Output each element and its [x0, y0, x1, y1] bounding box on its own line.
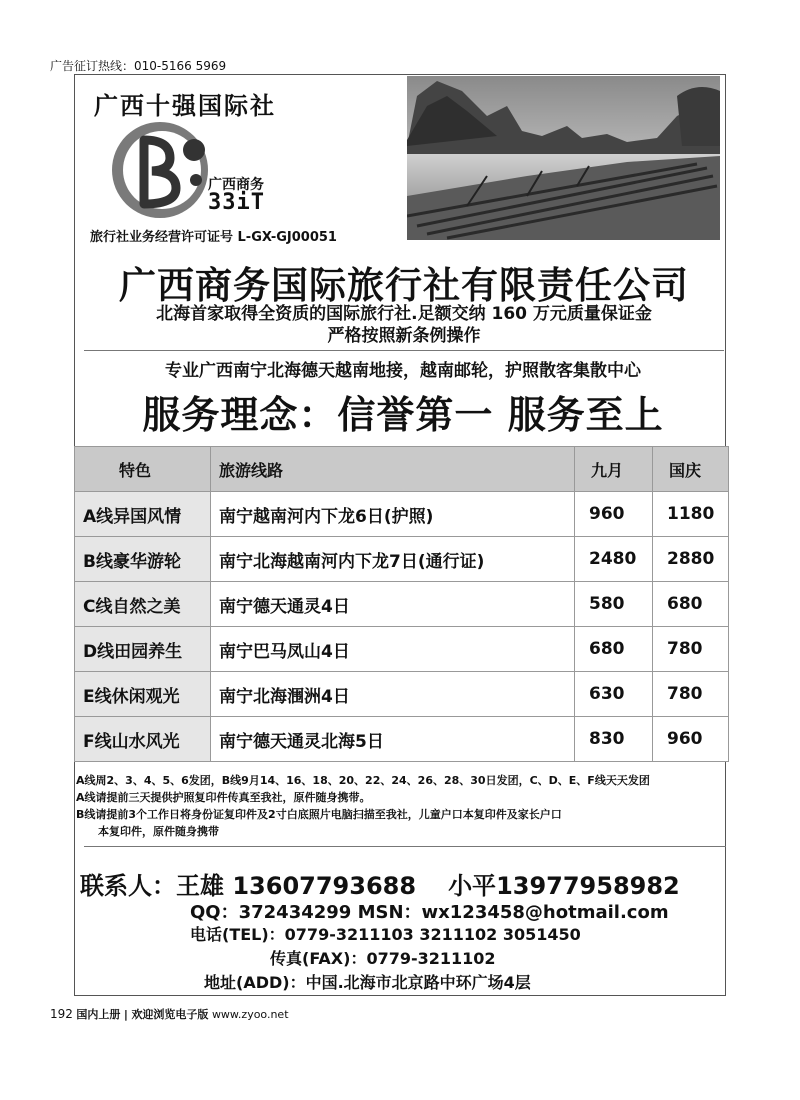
ad-hotline: 广告征订热线：010-5166 5969 — [50, 59, 227, 73]
contact-address: 地址(ADD)：中国.北海市北京路中环广场4层 — [204, 973, 531, 992]
river-rafts-image — [407, 76, 720, 240]
divider — [84, 350, 724, 351]
tagline-regulation: 严格按照新条例操作 — [327, 326, 481, 346]
route-feature: B线豪华游轮 — [75, 537, 211, 582]
route-name: 南宁越南河内下龙6日(护照) — [211, 492, 575, 537]
route-feature: E线休闲观光 — [75, 672, 211, 717]
price-september: 680 — [575, 627, 653, 672]
logo-subtitle: 广西商务 — [208, 177, 264, 193]
footer-separator: | — [123, 1008, 128, 1021]
table-row — [75, 582, 729, 627]
table-row — [75, 492, 729, 537]
route-feature: F线山水风光 — [75, 717, 211, 762]
price-september: 830 — [575, 717, 653, 762]
table-row — [75, 717, 729, 762]
table-header-row — [75, 447, 729, 492]
tagline-services: 专业广西南宁北海德天越南地接，越南邮轮，护照散客集散中心 — [165, 361, 641, 381]
page-number: 192 — [50, 1007, 73, 1021]
route-name: 南宁北海越南河内下龙7日(通行证) — [211, 537, 575, 582]
contact-name-2: 小平 — [448, 872, 497, 900]
company-name: 广西商务国际旅行社有限责任公司 — [119, 264, 689, 307]
route-name: 南宁巴马凤山4日 — [211, 627, 575, 672]
route-feature: C线自然之美 — [75, 582, 211, 627]
logo-mark — [108, 118, 298, 230]
scenery-photo — [407, 76, 720, 240]
header-national-day: 国庆 — [653, 447, 729, 492]
service-slogan: 服务理念：信誉第一 服务至上 — [142, 393, 664, 437]
note-id-docs: B线请提前3个工作日将身份证复印件及2寸白底照片电脑扫描至我社，儿童户口本复印件及家长户口 — [76, 808, 562, 821]
page-footer — [50, 1006, 289, 1022]
divider — [84, 846, 726, 847]
header-route: 旅游线路 — [211, 447, 575, 492]
tagline-guarantee: 北海首家取得全资质的国际旅行社.足额交纳 160 万元质量保证金 — [156, 304, 652, 324]
note-passport: A线请提前三天提供护照复印件传真至我社，原件随身携带。 — [76, 791, 371, 804]
price-national-day: 780 — [653, 672, 729, 717]
price-september: 580 — [575, 582, 653, 627]
route-feature: D线田园养生 — [75, 627, 211, 672]
price-september: 2480 — [575, 537, 653, 582]
footer-browse: 欢迎浏览电子版 — [131, 1008, 209, 1021]
header-september: 九月 — [575, 447, 653, 492]
company-logo — [108, 118, 298, 230]
route-name: 南宁德天通灵4日 — [211, 582, 575, 627]
footer-url: www.zyoo.net — [211, 1008, 289, 1021]
price-september: 960 — [575, 492, 653, 537]
logo-wordmark: 33iT — [208, 190, 265, 215]
table-row — [75, 627, 729, 672]
note-id-docs-cont: 本复印件，原件随身携带 — [98, 825, 219, 838]
contact-phone-2: 13977958982 — [496, 872, 680, 900]
route-feature: A线异国风情 — [75, 492, 211, 537]
brand-title: 广西十强国际社 — [94, 92, 276, 120]
price-september: 630 — [575, 672, 653, 717]
price-national-day: 780 — [653, 627, 729, 672]
contact-fax: 传真(FAX)：0779-3211102 — [270, 949, 496, 968]
header-feature: 特色 — [75, 447, 211, 492]
contact-phone-1: 13607793688 — [232, 872, 417, 900]
license-number: 旅行社业务经营许可证号 L-GX-GJ00051 — [90, 230, 337, 245]
note-departures: A线周2、3、4、5、6发团，B线9月14、16、18、20、22、24、26、28、30日发团，C、D、E、F线天天发团 — [76, 774, 650, 787]
table-row — [75, 537, 729, 582]
price-national-day: 960 — [653, 717, 729, 762]
contact-telephone: 电话(TEL)：0779-3211103 3211102 3051450 — [190, 925, 581, 944]
tour-route-table — [74, 446, 729, 762]
route-name: 南宁德天通灵北海5日 — [211, 717, 575, 762]
price-national-day: 1180 — [653, 492, 729, 537]
price-national-day: 2880 — [653, 537, 729, 582]
tour-notes — [76, 772, 726, 840]
contact-qq-msn: QQ：372434299 MSN：wx123458@hotmail.com — [190, 902, 669, 923]
contact-label: 联系人： — [80, 872, 176, 900]
footer-section: 国内上册 — [76, 1008, 121, 1021]
table-row — [75, 672, 729, 717]
contact-persons — [80, 866, 680, 901]
price-national-day: 680 — [653, 582, 729, 627]
route-name: 南宁北海涠洲4日 — [211, 672, 575, 717]
contact-name-1: 王雄 — [176, 872, 224, 900]
